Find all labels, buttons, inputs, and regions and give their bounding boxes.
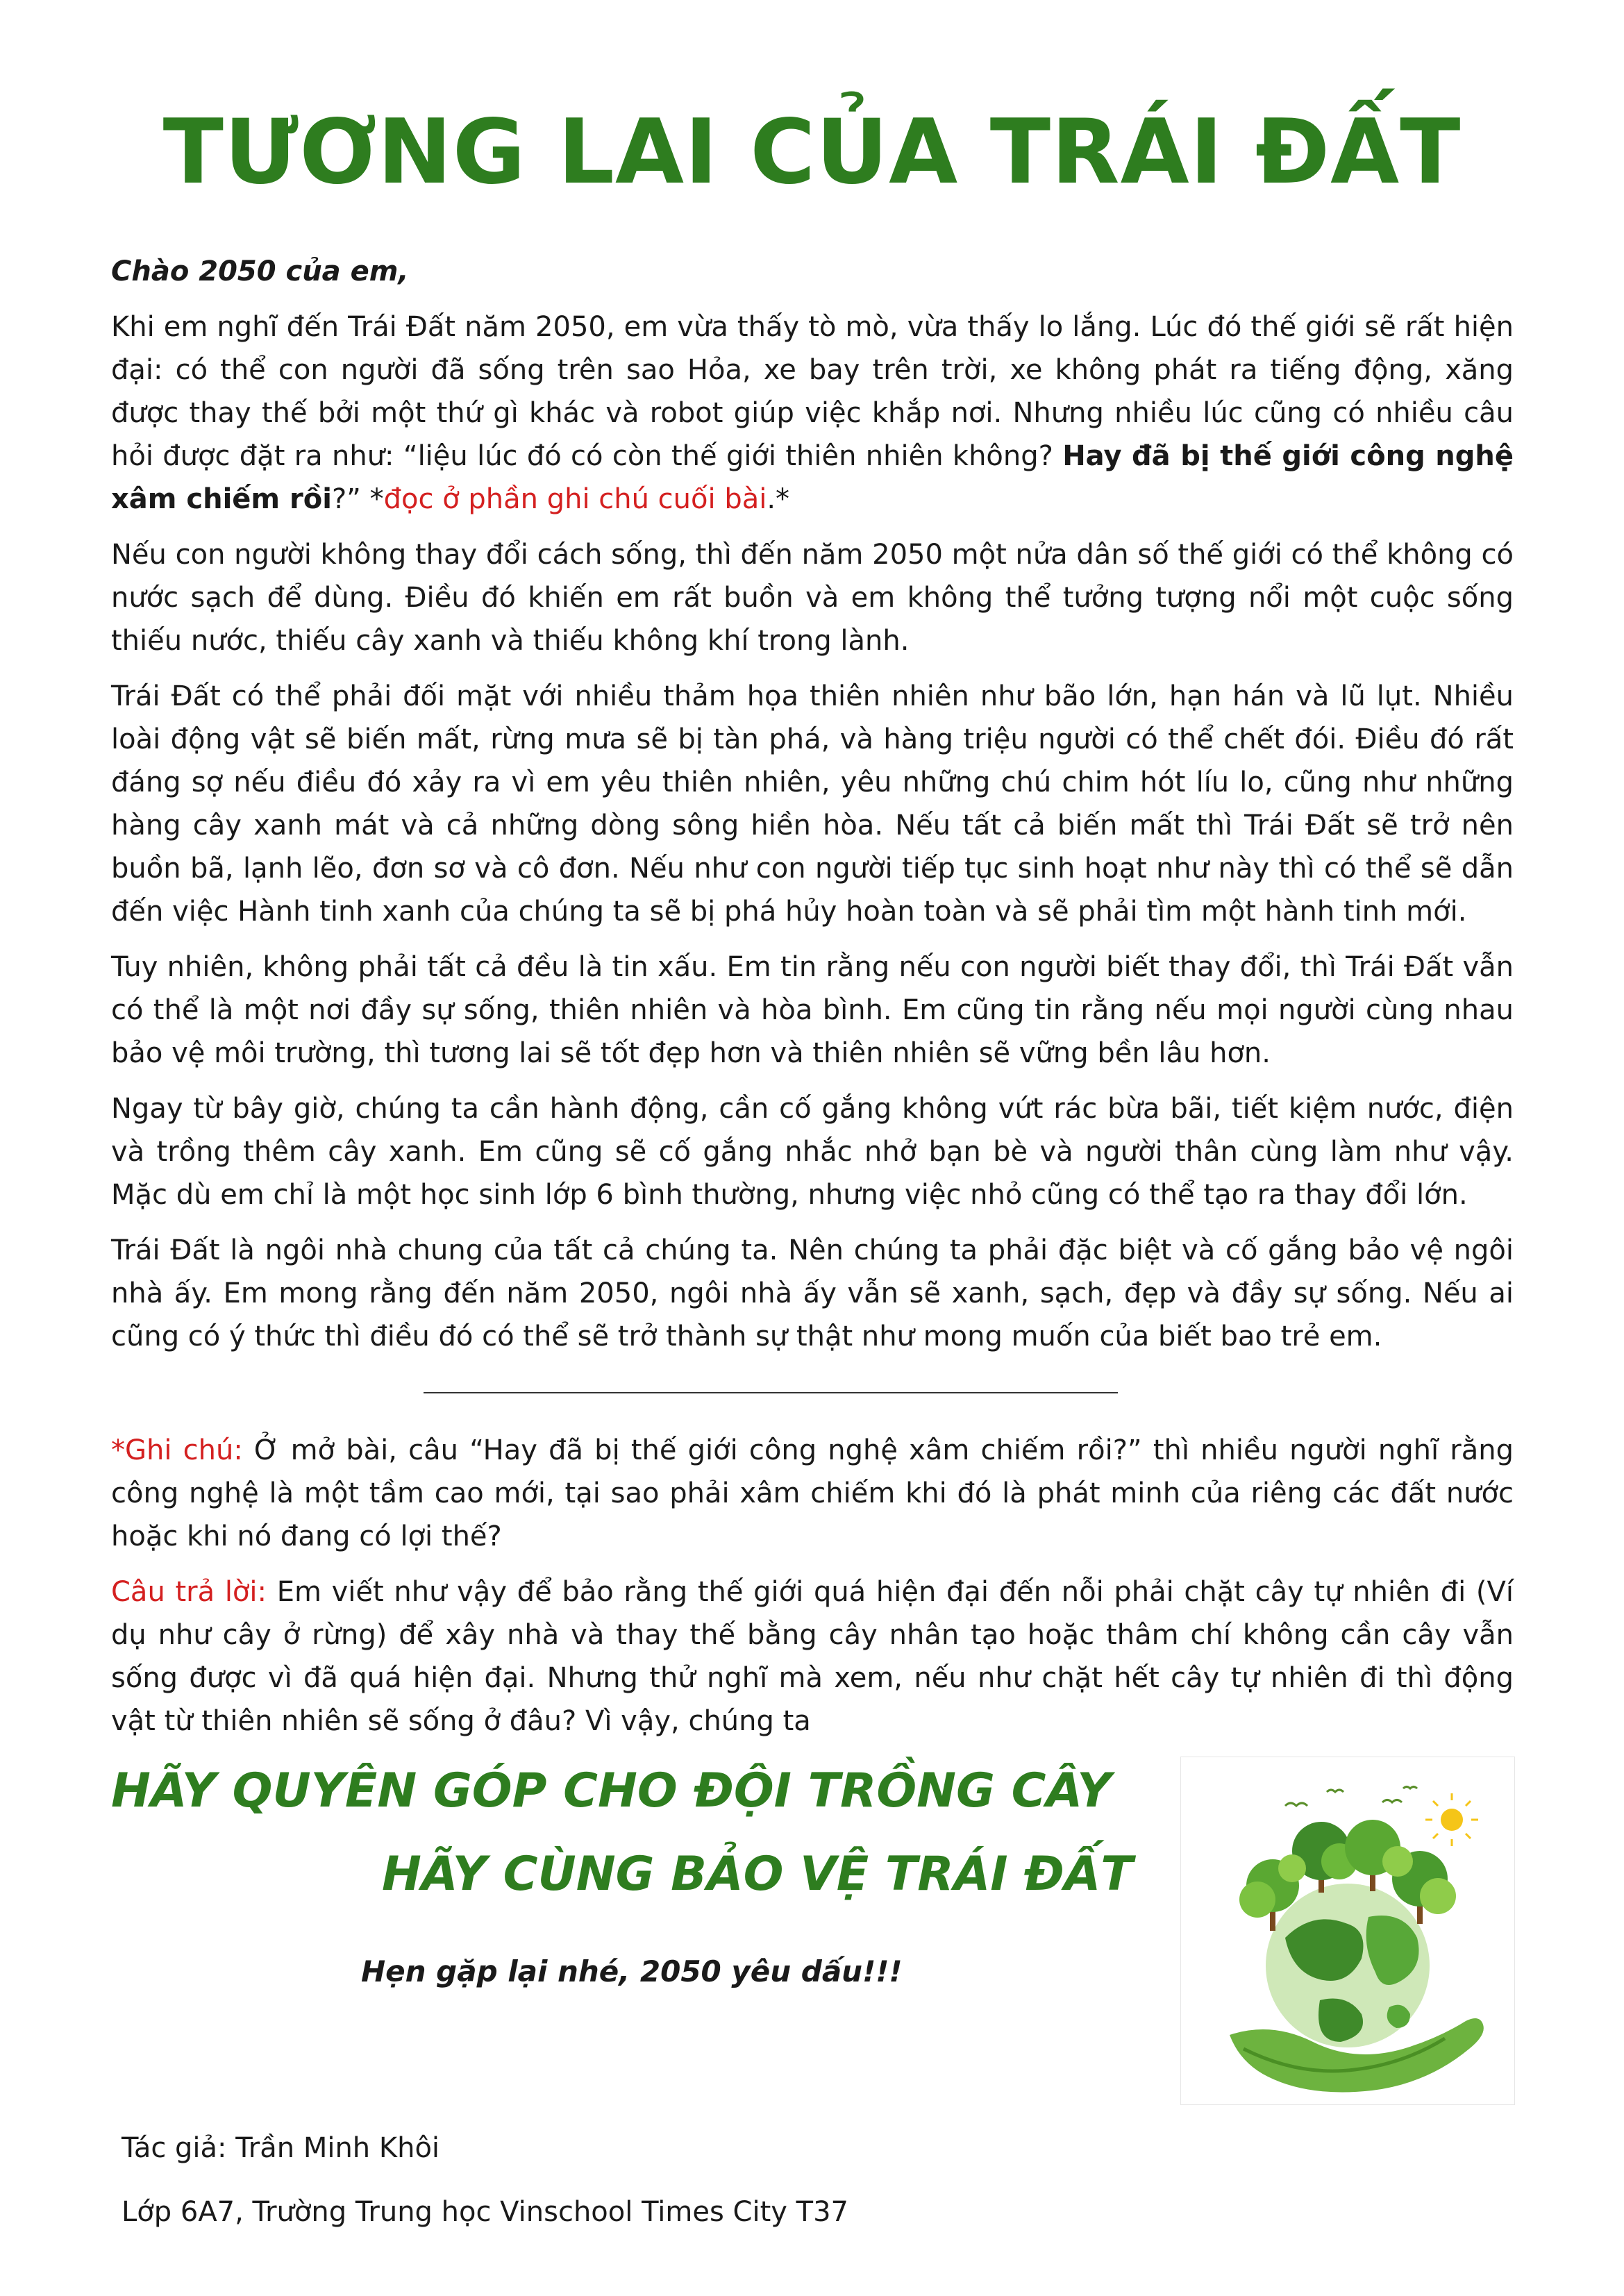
- note-paragraph: [111, 1429, 1514, 1558]
- greeting: Chào 2050 của em,: [111, 255, 409, 287]
- farewell: Hẹn gặp lại nhé, 2050 yêu dấu!!!: [361, 1954, 903, 1988]
- letter-body: [111, 250, 1514, 1371]
- paragraph-hope: Tuy nhiên, không phải tất cả đều là tin xấu. Em tin rằng nếu con người biết thay đổi, thì Trái Đất vẫn có thể là một nơi đầy sự sống, thiên nhiên và hòa bình. Em cũng tin rằng nếu mọi người cùng nhau bảo vệ môi trường, thì tương lai sẽ tốt đẹp hơn và thiên nhiên sẽ vững bền lâu hơn.: [111, 951, 1514, 1069]
- slogan-donate: HÃY QUYÊN GÓP CHO ĐỘI TRỒNG CÂY: [111, 1763, 1112, 1818]
- sun-icon: [1425, 1793, 1478, 1846]
- divider-line: [424, 1392, 1118, 1393]
- paragraph-action: Ngay từ bây giờ, chúng ta cần hành động, cần cố gắng không vứt rác bừa bãi, tiết kiệm nước, điện và trồng thêm cây xanh. Em cũng sẽ cố gắng nhắc nhở bạn bè và người thân cùng làm như vậy. Mặc dù em chỉ là một học sinh lớp 6 bình thường, nhưng việc nhỏ cũng có thể tạo ra thay đổi lớn.: [111, 1093, 1514, 1211]
- intro-bold-question: Hay đã bị thế giới công nghệ xâm chiếm rồi: [111, 440, 1514, 515]
- birds-icon: [1285, 1787, 1417, 1807]
- intro-text: Khi em nghĩ đến Trái Đất năm 2050, em vừa thấy tò mò, vừa thấy lo lắng. Lúc đó thế giới sẽ rất hiện đại: có thể con người đã sống trên sao Hỏa, xe bay trên trời, xe không phát ra tiếng động, xăng được thay thế bởi một thứ gì khác và robot giúp việc khắp nơi. Nhưng nhiều lúc cũng có nhiều câu hỏi được đặt ra như: “liệu lúc đó có còn thế giới thiên nhiên không?: [111, 311, 1514, 472]
- earth-illustration: [1181, 1757, 1514, 2104]
- answer-paragraph: [111, 1570, 1514, 1743]
- paragraph-water: Nếu con người không thay đổi cách sống, thì đến năm 2050 một nửa dân số thế giới có thể không có nước sạch để dùng. Điều đó khiến em rất buồn và em không thể tưởng tượng nổi một cuộc sống thiếu nước, thiếu cây xanh và thiếu không khí trong lành.: [111, 539, 1514, 657]
- slogan-protect-earth: HÃY CÙNG BẢO VỆ TRÁI ĐẤT: [382, 1847, 1133, 1902]
- note-text: Ở mở bài, câu “Hay đã bị thế giới công nghệ xâm chiếm rồi?” thì nhiều người nghĩ rằng công nghệ là một tầm cao mới, tại sao phải xâm chiếm khi đó là phát minh của riêng các đất nước hoặc khi nó đang có lợi thế?: [111, 1434, 1514, 1552]
- answer-label: Câu trả lời:: [111, 1576, 267, 1608]
- answer-text: Em viết như vậy để bảo rằng thế giới quá hiện đại đến nỗi phải chặt cây tự nhiên đi (Ví dụ như cây ở rừng) để xây nhà và thay thế bằng cây nhân tạo hoặc thâm chí không cần cây vẫn sống được vì đã quá hiện đại. Nhưng thử nghĩ mà xem, nếu như chặt hết cây tự nhiên đi thì động vật từ thiên nhiên sẽ sống ở đâu? Vì vậy, chúng ta: [111, 1576, 1514, 1737]
- author-school: Lớp 6A7, Trường Trung học Vinschool Times City T37: [122, 2196, 848, 2228]
- intro-end: .*: [767, 483, 790, 515]
- paragraph-home: Trái Đất là ngôi nhà chung của tất cả chúng ta. Nên chúng ta phải đặc biệt và cố gắng bảo vệ ngôi nhà ấy. Em mong rằng đến năm 2050, ngôi nhà ấy vẫn sẽ xanh, sạch, đẹp và đầy sự sống. Nếu ai cũng có ý thức thì điều đó có thể sẽ trở thành sự thật như mong muốn của biết bao trẻ em.: [111, 1234, 1514, 1352]
- intro-note-reference: đọc ở phần ghi chú cuối bài: [383, 483, 767, 515]
- earth-in-hand-with-trees-icon: [1180, 1757, 1515, 2105]
- author-block: [122, 2116, 848, 2244]
- globe-icon: [1266, 1884, 1430, 2047]
- author-name: Tác giả: Trần Minh Khôi: [122, 2132, 440, 2164]
- note-label: *Ghi chú:: [111, 1434, 243, 1466]
- intro-after-bold: ?” *: [331, 483, 384, 515]
- paragraph-disasters: Trái Đất có thể phải đối mặt với nhiều thảm họa thiên nhiên như bão lớn, hạn hán và lũ lụt. Nhiều loài động vật sẽ biến mất, rừng mưa sẽ bị tàn phá, và hàng triệu người có thể chết đói. Điều đó rất đáng sợ nếu điều đó xảy ra vì em yêu thiên nhiên, yêu những chú chim hót líu lo, cũng như những hàng cây xanh mát và cả những dòng sông hiền hòa. Nếu tất cả biến mất thì Trái Đất sẽ trở nên buồn bã, lạnh lẽo, đơn sơ và cô đơn. Nếu như con người tiếp tục sinh hoạt như này thì có thể sẽ dẫn đến việc Hành tinh xanh của chúng ta sẽ bị phá hủy hoàn toàn và sẽ phải tìm một hành tinh mới.: [111, 680, 1514, 928]
- intro-paragraph: [111, 305, 1514, 521]
- notes-section: [111, 1429, 1514, 1755]
- page-title: TƯƠNG LAI CỦA TRÁI ĐẤT: [162, 101, 1462, 204]
